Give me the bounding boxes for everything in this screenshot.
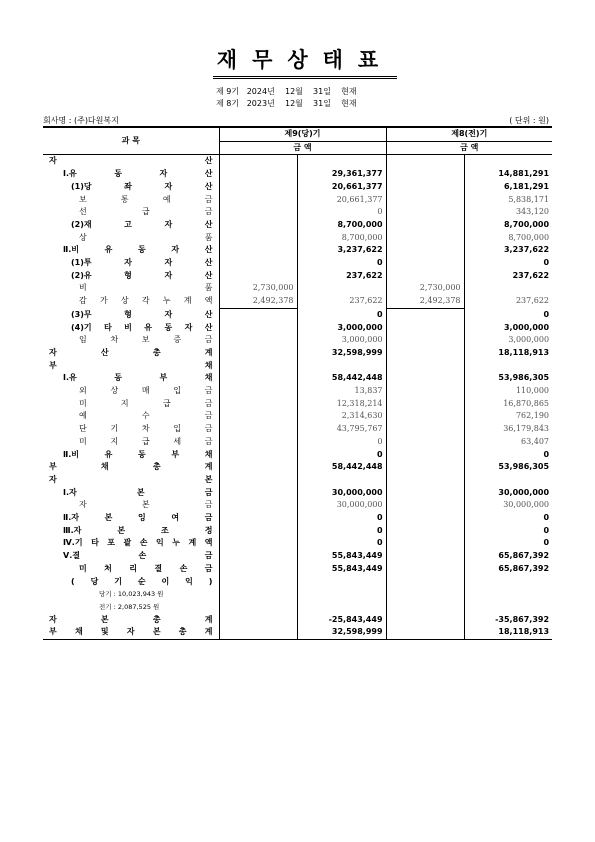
account-label: 자 본 (43, 474, 219, 487)
current-amount (297, 601, 386, 614)
current-amount: 8,700,000 (297, 232, 386, 245)
current-amount: 12,318,214 (297, 398, 386, 411)
prior-amount: 3,000,000 (503, 322, 550, 332)
table-row (43, 576, 552, 589)
account-label: 자 산 (43, 155, 219, 168)
account-label: (1)당 좌 자 산 (43, 181, 219, 194)
table-row (43, 550, 552, 563)
table-row (43, 322, 552, 335)
current-sub-amount (219, 385, 297, 398)
table-row (43, 537, 552, 550)
current-sub-amount (219, 449, 297, 462)
prior-amount (464, 601, 552, 614)
prior-sub-amount (386, 550, 464, 563)
prior-amount: 65,867,392 (498, 563, 550, 573)
account-label: Ⅰ.유 동 부 채 (43, 372, 219, 385)
table-row (43, 461, 552, 474)
account-label: 부 채 (43, 360, 219, 373)
current-sub-amount (219, 499, 297, 512)
current-amount: 0 (297, 257, 386, 270)
current-sub-amount (219, 270, 297, 283)
prior-sub-amount (386, 155, 464, 168)
account-label: 보 통 예 금 (43, 194, 219, 207)
account-label: Ⅱ.비 유 동 자 산 (43, 244, 219, 257)
current-sub-amount (219, 347, 297, 360)
prior-sub-amount (386, 194, 464, 207)
prior-amount: 18,118,913 (498, 627, 550, 637)
table-row (43, 270, 552, 283)
prior-sub-amount (386, 385, 464, 398)
account-label: 비 품 (43, 282, 219, 295)
current-sub-amount (219, 257, 297, 270)
prior-sub-amount (386, 614, 464, 627)
current-sub-amount (219, 537, 297, 550)
table-row (43, 410, 552, 423)
current-sub-amount (219, 563, 297, 576)
current-amount (297, 588, 386, 601)
prior-amount: 65,867,392 (498, 551, 550, 561)
current-sub-amount (219, 206, 297, 219)
account-label: 선 급 금 (43, 206, 219, 219)
prior-amount (464, 155, 552, 168)
table-row (43, 423, 552, 436)
account-label: (4)기 타 비 유 동 자 산 (43, 322, 219, 335)
current-sub-amount (219, 512, 297, 525)
account-label: Ⅱ.비 유 동 부 채 (43, 449, 219, 462)
prior-amount (464, 474, 552, 487)
current-period-header: 제9(당)기 (219, 127, 386, 141)
current-amount: 3,237,622 (297, 244, 386, 257)
current-sub-amount (219, 244, 297, 257)
prior-amount: 0 (543, 513, 550, 523)
prior-sub-amount (386, 347, 464, 360)
prior-amount: 18,118,913 (498, 347, 550, 357)
account-label: Ⅰ.자 본 금 (43, 487, 219, 500)
current-amount: 0 (297, 449, 386, 462)
account-label: (2)재 고 자 산 (43, 219, 219, 232)
account-label: 미 지 급 세 금 (43, 436, 219, 449)
table-row (43, 499, 552, 512)
account-label: (3)무 형 자 산 (43, 308, 219, 321)
prior-sub-amount (386, 168, 464, 181)
prior-amount: 53,986,305 (498, 373, 550, 383)
current-amount: 0 (297, 436, 386, 449)
current-sub-amount (219, 219, 297, 232)
prior-amount: 110,000 (515, 386, 550, 396)
prior-amount: 14,881,291 (498, 169, 550, 179)
table-row (43, 347, 552, 360)
table-row (43, 372, 552, 385)
current-sub-amount (219, 322, 297, 335)
prior-amount (464, 588, 552, 601)
prior-sub-amount (386, 334, 464, 347)
current-sub-amount (219, 308, 297, 321)
current-amount (297, 282, 386, 295)
current-amount: 0 (297, 308, 386, 321)
current-amount (297, 155, 386, 168)
current-sub-amount (219, 155, 297, 168)
account-label: Ⅳ.기 타 포 괄 손 익 누 계 액 (43, 537, 219, 550)
prior-amount-header: 금 액 (460, 142, 479, 152)
prior-amount: 0 (543, 525, 550, 535)
prior-amount: 36,179,843 (503, 424, 550, 434)
prior-amount: 6,181,291 (503, 181, 550, 191)
prior-amount: 53,986,305 (498, 462, 550, 472)
current-sub-amount (219, 525, 297, 538)
table-row (43, 206, 552, 219)
table-row (43, 219, 552, 232)
prior-sub-amount (386, 257, 464, 270)
account-label: 예 수 금 (43, 410, 219, 423)
prior-amount: 0 (543, 538, 550, 548)
table-row (43, 257, 552, 270)
current-sub-amount (219, 168, 297, 181)
account-label: (1)투 자 자 산 (43, 257, 219, 270)
current-sub-amount (219, 410, 297, 423)
prior-period: 제 8기 2023년 12월 31일 현재 (216, 99, 357, 108)
table-row (43, 601, 552, 614)
table-row (43, 334, 552, 347)
account-label: 미 처 리 결 손 금 (43, 563, 219, 576)
current-sub-amount (219, 474, 297, 487)
current-sub-amount (219, 626, 297, 639)
prior-sub-amount (386, 232, 464, 245)
current-amount: 3,000,000 (297, 322, 386, 335)
current-amount: -25,843,449 (297, 614, 386, 627)
current-amount: 0 (297, 206, 386, 219)
current-amount: 0 (297, 525, 386, 538)
account-label: 상 품 (43, 232, 219, 245)
account-label: Ⅲ.자 본 조 정 (43, 525, 219, 538)
prior-sub-amount (386, 601, 464, 614)
current-amount: 3,000,000 (297, 334, 386, 347)
prior-sub-amount (386, 181, 464, 194)
prior-amount: 0 (543, 309, 550, 319)
current-amount: 58,442,448 (297, 372, 386, 385)
prior-amount: 3,237,622 (503, 245, 550, 255)
prior-amount: 3,000,000 (508, 335, 550, 345)
prior-amount: 8,700,000 (508, 232, 550, 242)
account-label: 자 산 총 계 (43, 347, 219, 360)
balance-sheet-table (43, 126, 552, 640)
table-row (43, 385, 552, 398)
account-label: 당기 : 10,023,943 원 (43, 588, 219, 601)
table-row (43, 614, 552, 627)
prior-sub-amount (386, 512, 464, 525)
document-title: 재무상태표 (0, 44, 595, 79)
table-row (43, 360, 552, 373)
prior-amount: 0 (543, 258, 550, 268)
account-label: 부 채 및 자 본 총 계 (43, 626, 219, 639)
prior-sub-amount (386, 576, 464, 589)
table-row (43, 563, 552, 576)
prior-amount: 237,622 (512, 270, 550, 280)
table-row (43, 168, 552, 181)
prior-sub-amount (386, 449, 464, 462)
current-amount: 32,598,999 (297, 347, 386, 360)
current-amount (297, 360, 386, 373)
account-label: 부 채 총 계 (43, 461, 219, 474)
account-label: Ⅱ.자 본 잉 여 금 (43, 512, 219, 525)
period-info (216, 86, 357, 110)
table-row (43, 244, 552, 257)
current-amount: 58,442,448 (297, 461, 386, 474)
prior-sub-amount (386, 206, 464, 219)
account-label: 미 지 급 금 (43, 398, 219, 411)
prior-amount: 30,000,000 (498, 487, 550, 497)
prior-period-header: 제8(전)기 (386, 127, 552, 141)
current-amount: 29,361,377 (297, 168, 386, 181)
account-label: 자 본 금 (43, 499, 219, 512)
account-label: (2)유 형 자 산 (43, 270, 219, 283)
table-row (43, 512, 552, 525)
table-row (43, 449, 552, 462)
table-row (43, 398, 552, 411)
current-amount: 20,661,377 (297, 194, 386, 207)
account-label: 감 가 상 각 누 계 액 (43, 295, 219, 308)
current-amount: 2,314,630 (297, 410, 386, 423)
prior-amount: 30,000,000 (503, 500, 550, 510)
table-row (43, 155, 552, 168)
prior-sub-amount (386, 487, 464, 500)
prior-amount: -35,867,392 (495, 614, 550, 624)
table-row (43, 525, 552, 538)
current-sub-amount (219, 588, 297, 601)
current-sub-amount (219, 550, 297, 563)
current-amount: 32,598,999 (297, 626, 386, 639)
prior-amount: 762,190 (515, 411, 550, 421)
prior-amount (464, 360, 552, 373)
current-amount-header: 금 액 (219, 141, 386, 155)
prior-sub-amount (386, 436, 464, 449)
current-amount: 20,661,377 (297, 181, 386, 194)
current-sub-amount (219, 372, 297, 385)
account-label: Ⅴ.결 손 금 (43, 550, 219, 563)
current-sub-amount (219, 461, 297, 474)
current-sub-amount (219, 423, 297, 436)
prior-sub-amount (386, 474, 464, 487)
prior-sub-amount: 2,730,000 (386, 282, 464, 295)
table-row (43, 487, 552, 500)
account-label: 외 상 매 입 금 (43, 385, 219, 398)
prior-sub-amount (386, 461, 464, 474)
prior-amount: 343,120 (515, 207, 550, 217)
account-label: 자 본 총 계 (43, 614, 219, 627)
prior-sub-amount (386, 219, 464, 232)
current-amount (297, 474, 386, 487)
prior-amount: 5,838,171 (508, 194, 550, 204)
table-row (43, 588, 552, 601)
current-sub-amount: 2,730,000 (219, 282, 297, 295)
prior-sub-amount (386, 626, 464, 639)
prior-sub-amount (386, 537, 464, 550)
current-amount: 30,000,000 (297, 499, 386, 512)
current-sub-amount: 2,492,378 (219, 295, 297, 308)
company-name: 회사명 : (주)다원복지 (43, 116, 119, 125)
prior-sub-amount (386, 499, 464, 512)
prior-sub-amount (386, 360, 464, 373)
table-row (43, 626, 552, 639)
table-row (43, 232, 552, 245)
prior-amount (464, 282, 552, 295)
prior-sub-amount (386, 410, 464, 423)
table-row (43, 436, 552, 449)
prior-sub-amount (386, 588, 464, 601)
prior-sub-amount (386, 270, 464, 283)
current-sub-amount (219, 614, 297, 627)
current-sub-amount (219, 232, 297, 245)
account-label: 단 기 차 입 금 (43, 423, 219, 436)
current-sub-amount (219, 360, 297, 373)
prior-amount: 0 (543, 449, 550, 459)
current-amount: 30,000,000 (297, 487, 386, 500)
unit-label: ( 단위 : 원) (509, 116, 549, 125)
prior-sub-amount (386, 372, 464, 385)
current-sub-amount (219, 334, 297, 347)
current-sub-amount (219, 601, 297, 614)
table-row (43, 282, 552, 295)
current-amount (297, 576, 386, 589)
prior-sub-amount (386, 322, 464, 335)
current-amount: 55,843,449 (297, 550, 386, 563)
prior-sub-amount (386, 423, 464, 436)
current-sub-amount (219, 181, 297, 194)
current-amount: 13,837 (297, 385, 386, 398)
prior-amount: 8,700,000 (503, 219, 550, 229)
prior-sub-amount: 2,492,378 (386, 295, 464, 308)
prior-sub-amount (386, 398, 464, 411)
current-amount: 43,795,767 (297, 423, 386, 436)
current-amount: 55,843,449 (297, 563, 386, 576)
current-sub-amount (219, 576, 297, 589)
current-amount: 0 (297, 537, 386, 550)
account-label: 임 차 보 증 금 (43, 334, 219, 347)
current-sub-amount (219, 436, 297, 449)
prior-amount: 16,870,865 (503, 398, 550, 408)
account-header: 과 목 (43, 127, 219, 155)
current-sub-amount (219, 487, 297, 500)
account-label: 전기 : 2,087,525 원 (43, 601, 219, 614)
table-row (43, 295, 552, 308)
table-row (43, 474, 552, 487)
prior-amount: 237,622 (515, 296, 550, 306)
current-sub-amount (219, 398, 297, 411)
current-amount: 237,622 (297, 295, 386, 308)
current-amount: 0 (297, 512, 386, 525)
table-row (43, 194, 552, 207)
prior-sub-amount (386, 563, 464, 576)
current-period: 제 9기 2024년 12월 31일 현재 (216, 87, 357, 96)
table-row (43, 181, 552, 194)
prior-amount: 63,407 (521, 436, 550, 446)
current-sub-amount (219, 194, 297, 207)
account-label: ( 당 기 순 이 익 ) (43, 576, 219, 589)
current-amount: 8,700,000 (297, 219, 386, 232)
current-amount: 237,622 (297, 270, 386, 283)
account-label: Ⅰ.유 동 자 산 (43, 168, 219, 181)
prior-amount (464, 576, 552, 589)
prior-sub-amount (386, 525, 464, 538)
prior-sub-amount (386, 308, 464, 321)
prior-sub-amount (386, 244, 464, 257)
table-row (43, 308, 552, 321)
